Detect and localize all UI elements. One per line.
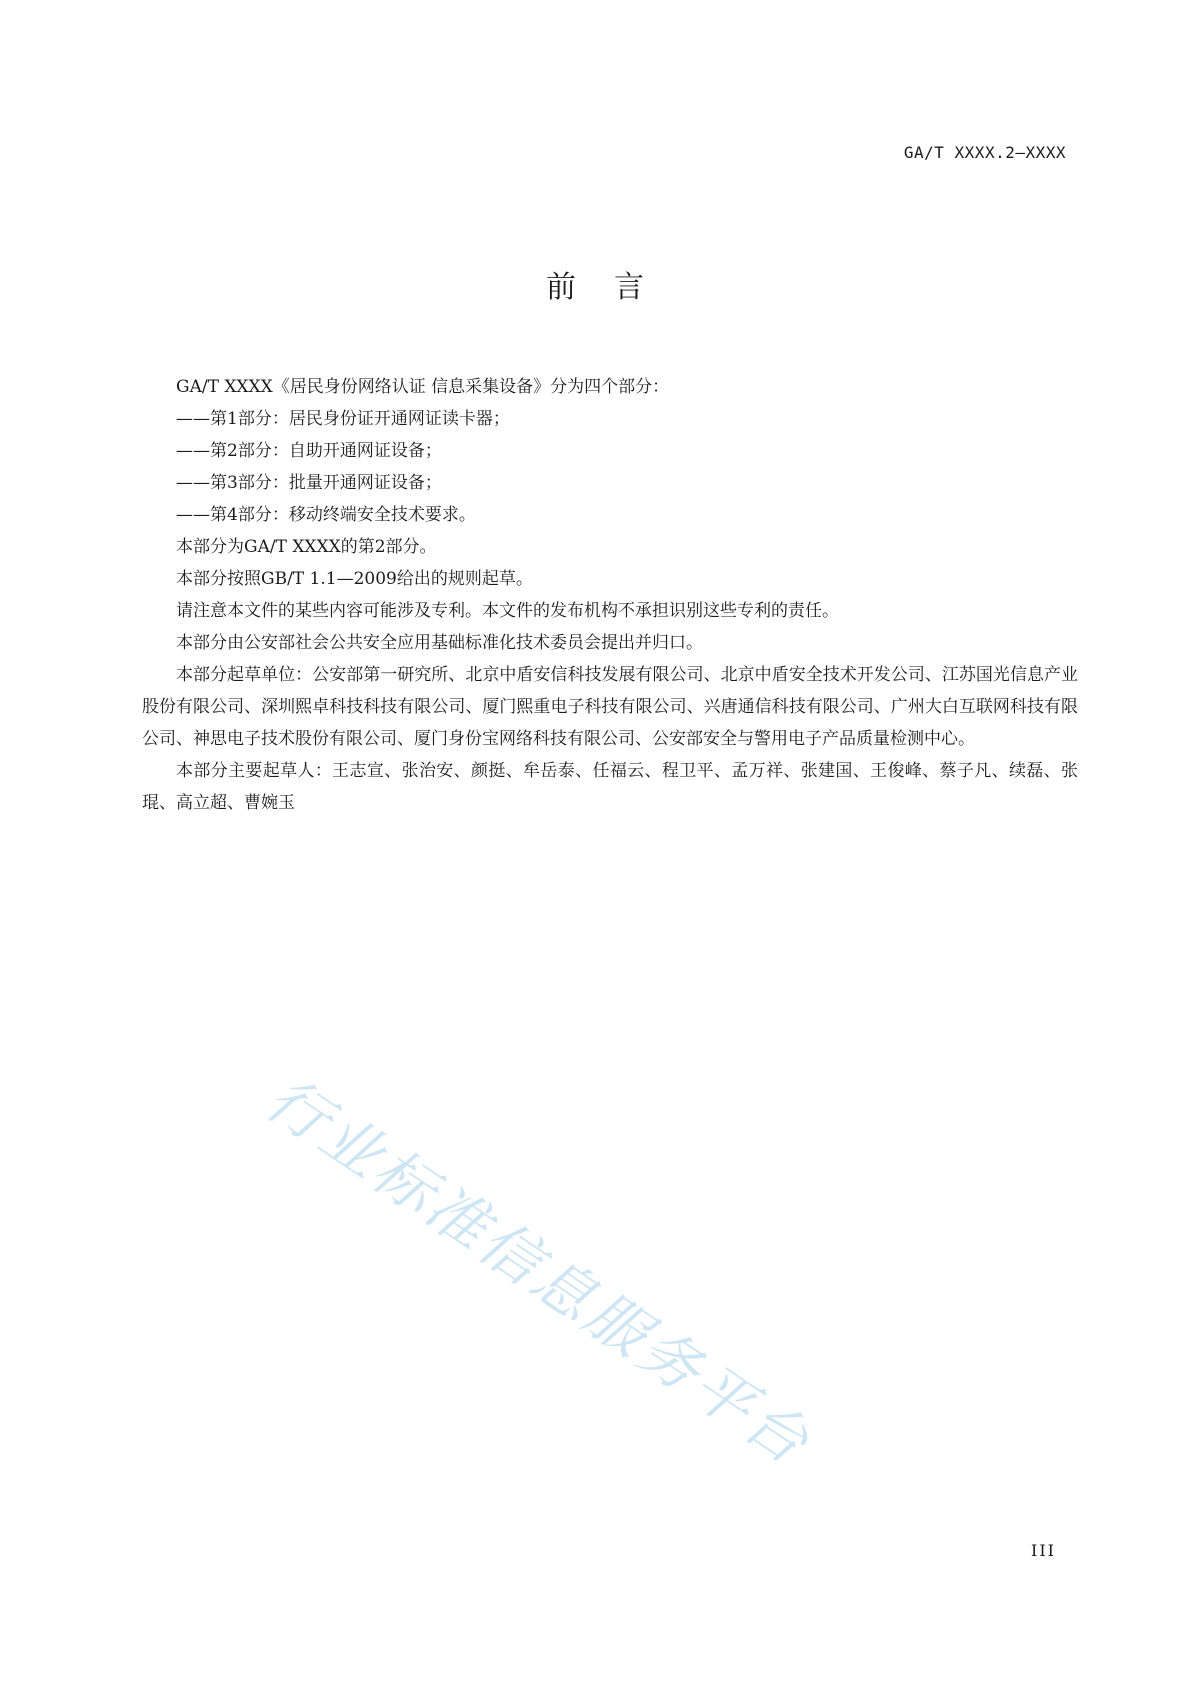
- paragraph-drafting-units: 本部分起草单位：公安部第一研究所、北京中盾安信科技发展有限公司、北京中盾安全技术开发公司、江苏国光信息产业股份有限公司、深圳熙卓科技科技有限公司、厦门熙重电子科技有限公司、兴唐通信科技有限公司、广州大白互联网科技有限公司、神思电子技术股份有限公司、厦门身份宝网络科技有限公司、公安部安全与警用电子产品质量检测中心。: [142, 665, 1078, 749]
- document-code: GA/T XXXX.2—XXXX: [903, 143, 1066, 162]
- paragraph-proposer: 本部分由公安部社会公共安全应用基础标准化技术委员会提出并归口。: [176, 633, 703, 653]
- watermark: 行业标准信息服务平台: [253, 1063, 824, 1480]
- paragraph-scope: 本部分为GA/T XXXX的第2部分。: [176, 537, 437, 557]
- page-title: 前言: [546, 270, 682, 305]
- list-item-part-3: ——第3部分：批量开通网证设备；: [176, 473, 442, 493]
- foreword-body: [142, 371, 1078, 819]
- list-item-part-4: ——第4部分：移动终端安全技术要求。: [176, 505, 476, 525]
- list-item-part-2: ——第2部分：自助开通网证设备；: [176, 441, 442, 461]
- page-number: III: [1031, 1541, 1056, 1560]
- paragraph-patent-notice: 请注意本文件的某些内容可能涉及专利。本文件的发布机构不承担识别这些专利的责任。: [176, 601, 839, 621]
- paragraph-drafting-rules: 本部分按照GB/T 1.1—2009给出的规则起草。: [176, 569, 533, 589]
- list-item-part-1: ——第1部分：居民身份证开通网证读卡器；: [176, 409, 510, 429]
- paragraph-intro: GA/T XXXX《居民身份网络认证 信息采集设备》分为四个部分：: [176, 377, 670, 397]
- paragraph-drafters: 本部分主要起草人：王志宣、张治安、颜挺、牟岳泰、任福云、程卫平、孟万祥、张建国、王俊峰、蔡子凡、续磊、张琨、高立超、曹婉玉: [142, 761, 1078, 813]
